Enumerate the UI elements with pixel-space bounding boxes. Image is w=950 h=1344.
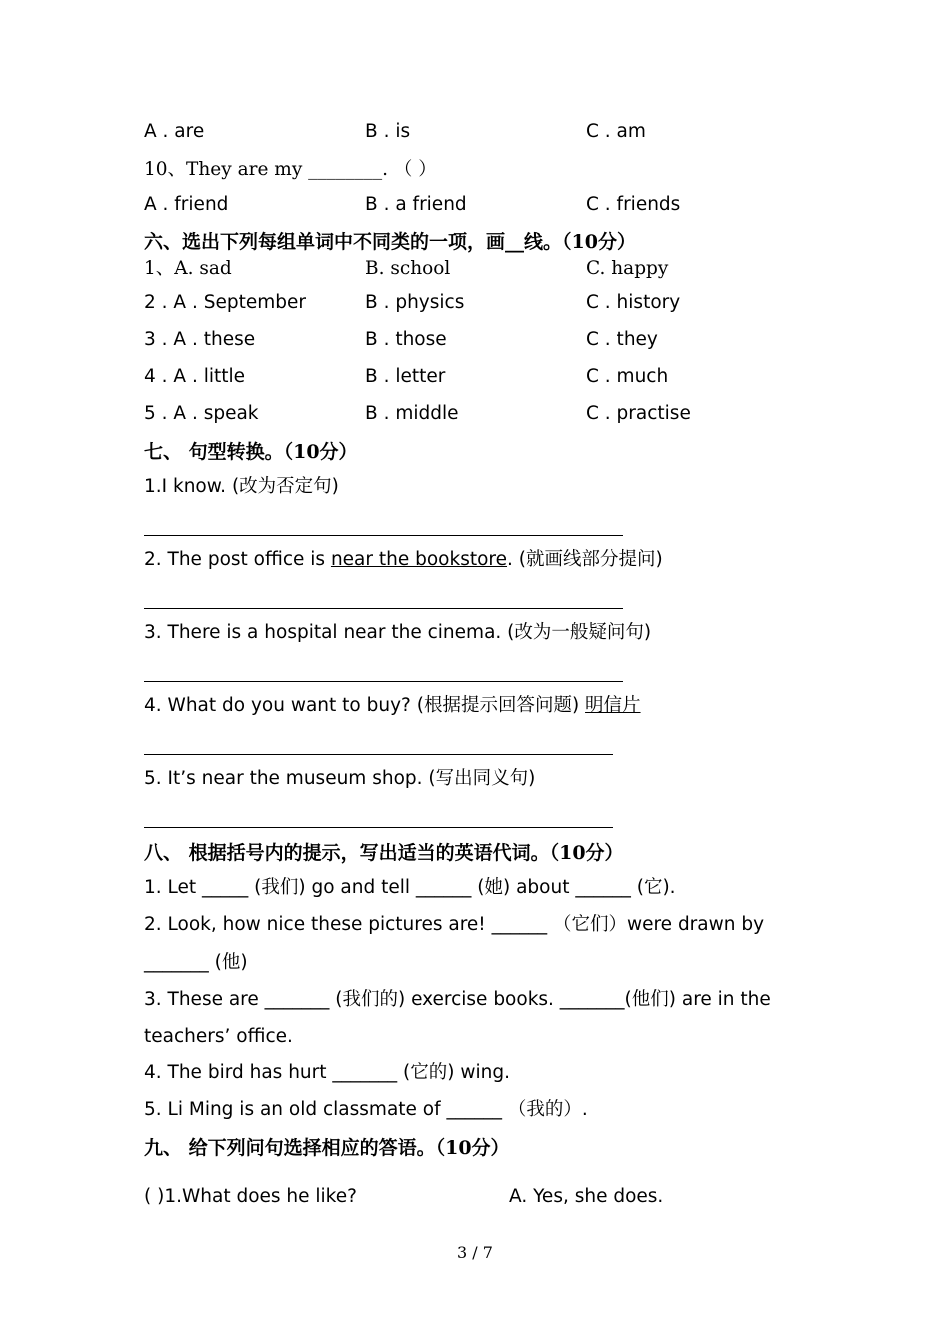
s8-line-4: 3. These are _______ (我们的) exercise books. _______(他们) are in the bbox=[144, 989, 771, 1010]
q9-option-c: C . am bbox=[586, 121, 646, 142]
s9-answer-a: A. Yes, she does. bbox=[509, 1186, 664, 1207]
s9-question-1: ( )1.What does he like? bbox=[144, 1186, 357, 1207]
s6-r4-a: 4 . A . little bbox=[144, 366, 246, 387]
s8-line-6: 4. The bird has hurt _______ (它的) wing. bbox=[144, 1062, 510, 1083]
s6-r2-b: B . physics bbox=[365, 292, 465, 313]
section8-heading: 八、 根据括号内的提示，写出适当的英语代词。（10分） bbox=[144, 842, 624, 864]
s6-r3-a: 3 . A . these bbox=[144, 329, 256, 350]
q9-option-a: A . are bbox=[144, 121, 205, 142]
s7-q2-text: 2. The post office is bbox=[144, 549, 331, 570]
q9-option-b: B . is bbox=[365, 121, 411, 142]
s7-question-1: 1.I know. (改为否定句) bbox=[144, 476, 339, 497]
s7-q2-instruction: . (就画线部分提问) bbox=[507, 549, 663, 570]
s7-question-2 bbox=[144, 548, 663, 572]
s7-answer-line-4 bbox=[144, 754, 613, 755]
s7-q4-text: 4. What do you want to buy? (根据提示回答问题) bbox=[144, 695, 586, 716]
s7-question-4 bbox=[144, 694, 641, 718]
s7-question-5: 5. It’s near the museum shop. (写出同义句) bbox=[144, 768, 536, 789]
page-number: 3 / 7 bbox=[457, 1243, 493, 1262]
q10-option-a: A . friend bbox=[144, 194, 229, 215]
s6-r5-a: 5 . A . speak bbox=[144, 403, 259, 424]
section7-heading: 七、 句型转换。（10分） bbox=[144, 441, 358, 463]
s7-q4-hint: 明信片 bbox=[585, 695, 641, 716]
s8-line-2: 2. Look, how nice these pictures are! ______ （它们）were drawn by bbox=[144, 914, 765, 935]
s6-r2-a: 2 . A . September bbox=[144, 292, 306, 313]
s7-answer-line-5 bbox=[144, 827, 613, 828]
s6-r1-c: C. happy bbox=[586, 258, 669, 279]
s7-answer-line-2 bbox=[144, 608, 623, 609]
q10-prompt: 10、They are my ________. （ ） bbox=[144, 159, 437, 180]
s7-question-3: 3. There is a hospital near the cinema. (改为一般疑问句) bbox=[144, 622, 652, 643]
section9-heading: 九、 给下列问句选择相应的答语。（10分） bbox=[144, 1137, 510, 1159]
s6-r3-b: B . those bbox=[365, 329, 447, 350]
s7-answer-line-3 bbox=[144, 681, 623, 682]
section6-heading: 六、选出下列每组单词中不同类的一项，画__线。（10分） bbox=[144, 231, 636, 253]
q10-option-b: B . a friend bbox=[365, 194, 467, 215]
s8-line-7: 5. Li Ming is an old classmate of ______ （我的）. bbox=[144, 1099, 588, 1120]
q10-option-c: C . friends bbox=[586, 194, 681, 215]
s7-q2-underlined: near the bookstore bbox=[330, 549, 508, 570]
s6-r3-c: C . they bbox=[586, 329, 658, 350]
s6-r1-a: 1、A. sad bbox=[144, 258, 232, 279]
s6-r5-c: C . practise bbox=[586, 403, 691, 424]
s6-r4-b: B . letter bbox=[365, 366, 446, 387]
s6-r1-b: B. school bbox=[365, 258, 451, 279]
s8-line-3: _______ (他) bbox=[144, 952, 248, 973]
s7-answer-line-1 bbox=[144, 535, 623, 536]
s8-line-1: 1. Let _____ (我们) go and tell ______ (她) about ______ (它). bbox=[144, 877, 676, 898]
s6-r5-b: B . middle bbox=[365, 403, 459, 424]
s6-r4-c: C . much bbox=[586, 366, 669, 387]
s6-r2-c: C . history bbox=[586, 292, 681, 313]
s8-line-5: teachers’ office. bbox=[144, 1026, 293, 1047]
